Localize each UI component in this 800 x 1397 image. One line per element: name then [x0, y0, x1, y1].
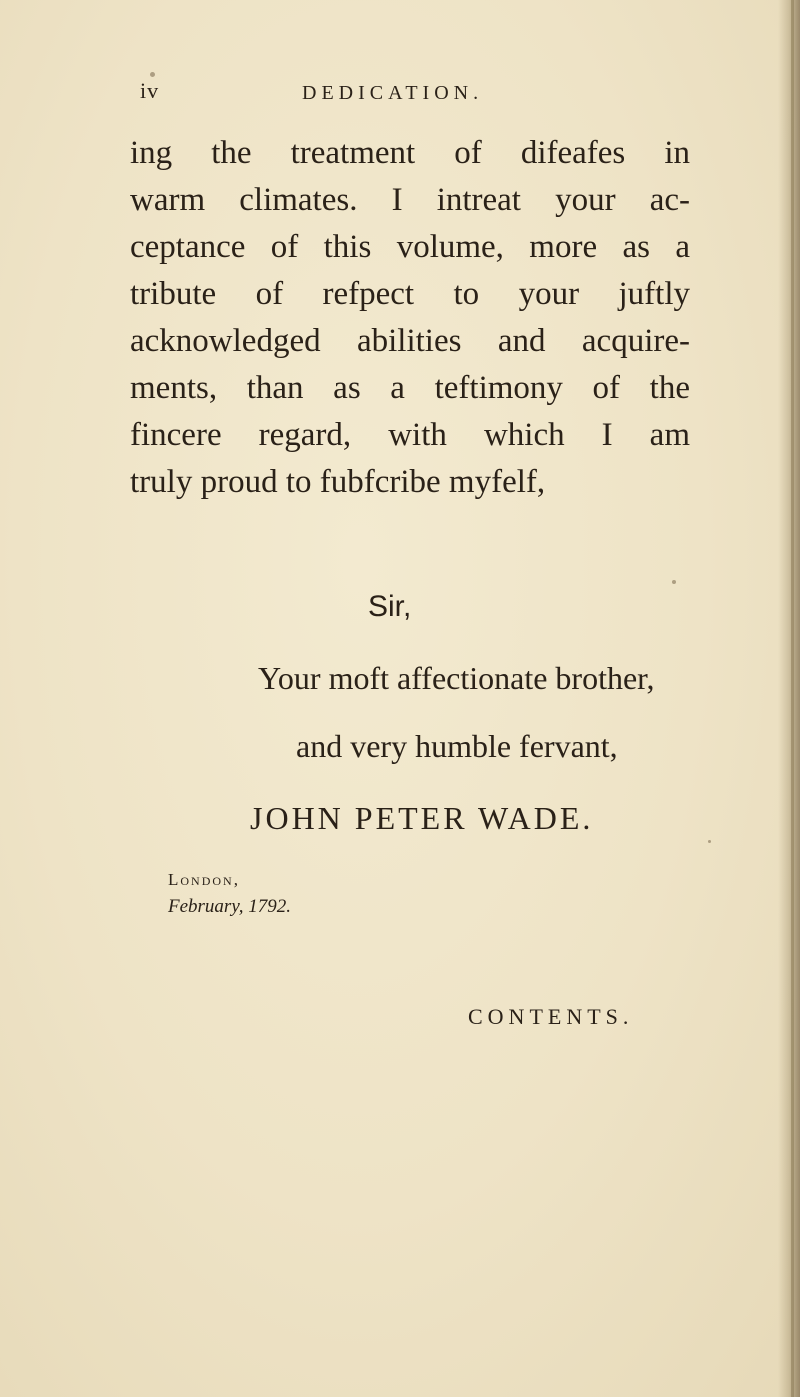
salutation: Sir, — [368, 590, 412, 623]
body-line: ing the treatment of difeafes in — [130, 135, 690, 171]
body-line: acknowledged abilities and acquire- — [130, 323, 690, 359]
dateline-date: February, 1792. — [168, 896, 291, 917]
ink-speck — [708, 840, 711, 843]
signature: JOHN PETER WADE. — [250, 800, 594, 836]
page-edge-line — [791, 0, 794, 1397]
dedication-body — [130, 130, 690, 506]
page-header — [130, 78, 690, 118]
closing-line-1: Your moft affectionate brother, — [258, 660, 655, 696]
body-line: warm climates. I intreat your ac- — [130, 182, 690, 218]
body-line: ceptance of this volume, more as a — [130, 229, 690, 265]
page-number: iv — [140, 78, 160, 103]
running-head: DEDICATION. — [302, 82, 484, 104]
body-line: fincere regard, with which I am — [130, 417, 690, 453]
dateline-place: London, — [168, 870, 240, 889]
body-line: ments, than as a teftimony of the — [130, 370, 690, 406]
page-edge-shadow — [778, 0, 800, 1397]
catchword: CONTENTS. — [468, 1004, 634, 1029]
closing-line-2: and very humble fervant, — [296, 728, 618, 764]
ink-speck — [150, 72, 155, 77]
body-line: truly proud to fubfcribe myfelf, — [130, 464, 546, 500]
ink-speck — [672, 580, 676, 584]
body-line: tribute of refpect to your juftly — [130, 276, 690, 312]
